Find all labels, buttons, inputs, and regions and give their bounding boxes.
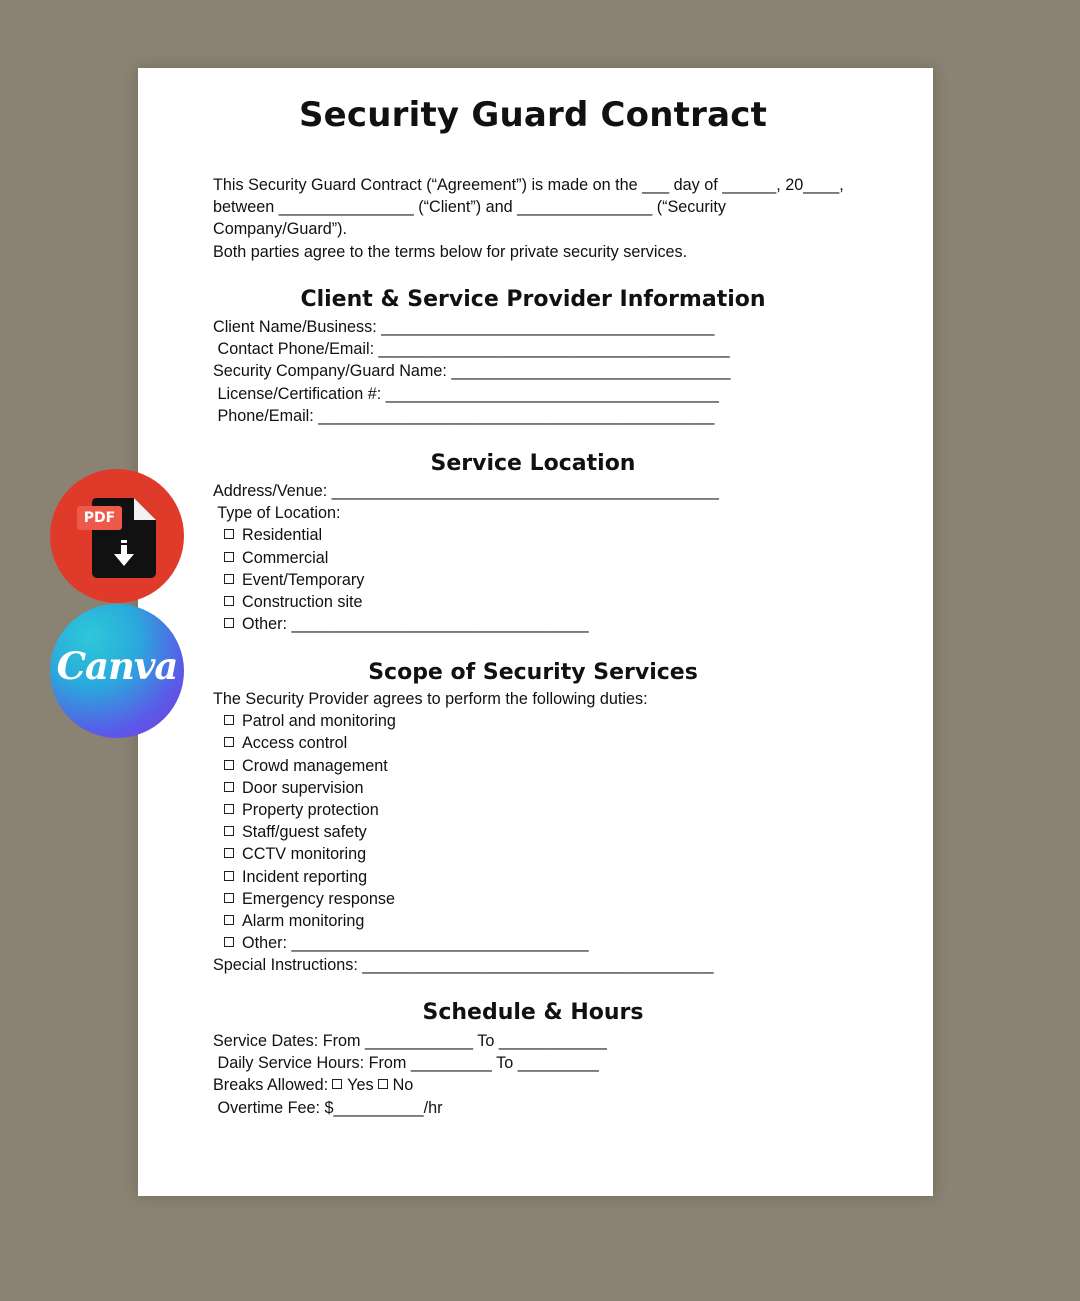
option-label: Property protection bbox=[242, 800, 379, 819]
checkbox[interactable] bbox=[224, 529, 234, 539]
duty-option[interactable] bbox=[213, 732, 873, 754]
checkbox[interactable] bbox=[224, 618, 234, 628]
canva-badge bbox=[50, 604, 184, 738]
schedule-fields bbox=[213, 1030, 873, 1119]
breaks-label: Breaks Allowed: bbox=[213, 1076, 329, 1095]
checkbox[interactable] bbox=[224, 596, 234, 606]
service-location-heading: Service Location bbox=[430, 451, 636, 476]
checkbox[interactable] bbox=[224, 937, 234, 947]
duty-option[interactable] bbox=[213, 755, 873, 777]
breaks-yes-checkbox[interactable] bbox=[332, 1079, 342, 1089]
client-name-field[interactable]: Client Name/Business: _____________________________________ bbox=[213, 318, 715, 336]
intro-paragraph bbox=[213, 174, 863, 263]
document-title: Security Guard Contract bbox=[298, 95, 768, 135]
option-label: Patrol and monitoring bbox=[242, 712, 396, 731]
provider-phone-field[interactable]: Phone/Email: ____________________________________________ bbox=[213, 406, 715, 425]
canva-logo: Canva bbox=[56, 644, 178, 688]
checkbox[interactable] bbox=[224, 871, 234, 881]
option-label: Alarm monitoring bbox=[242, 911, 365, 930]
checkbox[interactable] bbox=[224, 760, 234, 770]
service-hours-field[interactable]: Daily Service Hours: From _________ To _________ bbox=[213, 1054, 599, 1073]
option-label: Construction site bbox=[242, 592, 363, 611]
address-field[interactable]: Address/Venue: ___________________________________________ bbox=[213, 482, 719, 500]
special-instructions-field[interactable]: Special Instructions: _______________________________________ bbox=[213, 956, 714, 975]
option-label: Event/Temporary bbox=[242, 570, 365, 589]
document-page bbox=[138, 68, 933, 1196]
pdf-tag: PDF bbox=[77, 506, 122, 530]
client-info-fields bbox=[213, 316, 873, 427]
duty-option[interactable] bbox=[213, 777, 873, 799]
option-label: Commercial bbox=[242, 548, 329, 567]
option-label: Other: _________________________________ bbox=[242, 934, 589, 953]
option-label: CCTV monitoring bbox=[242, 845, 367, 864]
location-type-label: Type of Location: bbox=[213, 504, 341, 523]
location-option[interactable] bbox=[213, 569, 873, 591]
checkbox[interactable] bbox=[224, 893, 234, 903]
checkbox[interactable] bbox=[224, 715, 234, 725]
checkbox[interactable] bbox=[224, 804, 234, 814]
checkbox[interactable] bbox=[224, 826, 234, 836]
overtime-fee-field[interactable]: Overtime Fee: $__________/hr bbox=[213, 1098, 443, 1117]
location-option[interactable] bbox=[213, 613, 873, 635]
duty-option[interactable] bbox=[213, 888, 873, 910]
breaks-allowed-row bbox=[213, 1074, 873, 1096]
option-label: Staff/guest safety bbox=[242, 823, 367, 842]
option-label: Other: _________________________________ bbox=[242, 615, 589, 634]
breaks-yes-label: Yes bbox=[347, 1076, 374, 1095]
option-label: Access control bbox=[242, 734, 348, 753]
intro-line: Both parties agree to the terms below for private security services. bbox=[213, 242, 688, 261]
intro-line: This Security Guard Contract (“Agreement”) is made on the ___ day of ______, 20____, bbox=[213, 176, 844, 194]
duty-option[interactable] bbox=[213, 866, 873, 888]
service-dates-field[interactable]: Service Dates: From ____________ To ____________ bbox=[213, 1032, 607, 1050]
license-field[interactable]: License/Certification #: _____________________________________ bbox=[213, 384, 719, 403]
checkbox[interactable] bbox=[224, 737, 234, 747]
checkbox[interactable] bbox=[224, 574, 234, 584]
checkbox[interactable] bbox=[224, 552, 234, 562]
checkbox[interactable] bbox=[224, 848, 234, 858]
option-label: Crowd management bbox=[242, 756, 388, 775]
service-location-fields bbox=[213, 480, 873, 635]
location-option[interactable] bbox=[213, 547, 873, 569]
pdf-badge bbox=[50, 469, 184, 603]
duty-option[interactable] bbox=[213, 843, 873, 865]
scope-heading: Scope of Security Services bbox=[368, 660, 698, 685]
breaks-no-checkbox[interactable] bbox=[378, 1079, 388, 1089]
intro-line: between _______________ (“Client”) and _______________ (“Security bbox=[213, 198, 726, 217]
checkbox[interactable] bbox=[224, 782, 234, 792]
breaks-no-label: No bbox=[392, 1076, 414, 1095]
option-label: Emergency response bbox=[242, 889, 395, 908]
duty-option[interactable] bbox=[213, 799, 873, 821]
location-option[interactable] bbox=[213, 524, 873, 546]
security-company-field[interactable]: Security Company/Guard Name: _______________________________ bbox=[213, 362, 731, 381]
intro-line: Company/Guard”). bbox=[213, 220, 348, 239]
option-label: Door supervision bbox=[242, 778, 364, 797]
duty-option[interactable] bbox=[213, 821, 873, 843]
scope-lead: The Security Provider agrees to perform the following duties: bbox=[213, 690, 648, 708]
client-info-heading: Client & Service Provider Information bbox=[300, 287, 766, 312]
checkbox[interactable] bbox=[224, 915, 234, 925]
location-option[interactable] bbox=[213, 591, 873, 613]
schedule-heading: Schedule & Hours bbox=[422, 1000, 644, 1025]
option-label: Incident reporting bbox=[242, 867, 368, 886]
scope-fields bbox=[213, 688, 873, 976]
contact-field[interactable]: Contact Phone/Email: _______________________________________ bbox=[213, 340, 730, 359]
duty-option[interactable] bbox=[213, 910, 873, 932]
duty-option[interactable] bbox=[213, 710, 873, 732]
duty-option[interactable] bbox=[213, 932, 873, 954]
option-label: Residential bbox=[242, 526, 323, 545]
